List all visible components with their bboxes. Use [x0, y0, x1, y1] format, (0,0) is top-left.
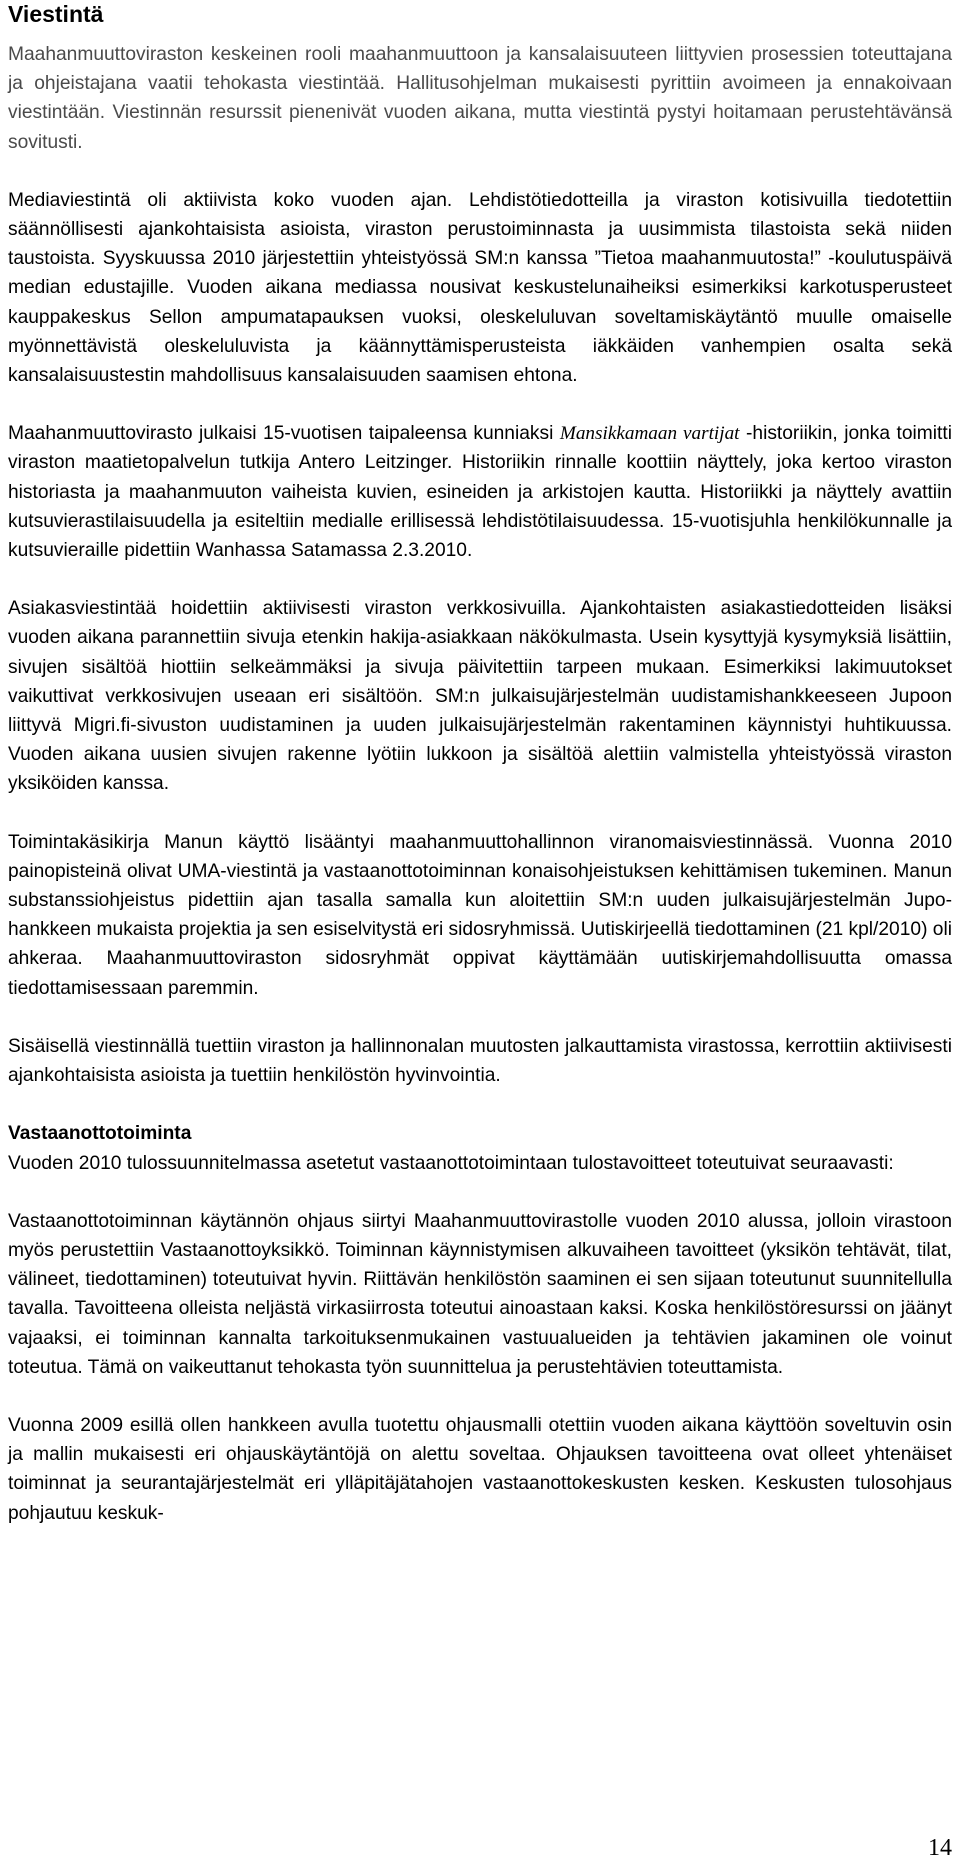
book-title: Mansikkamaan vartijat: [559, 423, 740, 445]
page-number: 14: [928, 1835, 952, 1861]
paragraph-2: Mediaviestintä oli aktiivista koko vuoden ajan. Lehdistötiedotteilla ja viraston kotisivuilla tiedotettiin säännöllisesti ajankohtaisista asioista, viraston perustoiminnasta ja uusimmista tilastoista sekä niiden taustoista. Syyskuussa 2010 järjestettiin yhteistyössä SM:n kanssa ”Tietoa maahanmuutosta!” -koulutuspäivä median edustajille. Vuoden aikana mediassa nousivat keskustelunaiheiksi esimerkiksi karkotusperusteet kauppakeskus Sellon ampumatapauksen vuoksi, oleskeluluvan soveltamiskäytäntö muulle omaiselle myönnettävistä oleskeluluvista ja käännyttämisperusteista iäkkäiden vanhempien osalta sekä kansalaisuustestin mahdollisuus kansalaisuuden saamisen ehtona.: [8, 189, 952, 387]
paragraph-6: Sisäisellä viestinnällä tuettiin viraston ja hallinnonalan muutosten jalkauttamista virastossa, kerrottiin aktiivisesti ajankohtaisista asioista ja tuettiin henkilöstön hyvinvointia.: [8, 1035, 952, 1087]
paragraph-4: Asiakasviestintää hoidettiin aktiivisesti viraston verkkosivuilla. Ajankohtaisten asiakastiedotteiden lisäksi vuoden aikana parannettiin sivuja etenkin hakija-asiakkaan näkökulmasta. Usein kysyttyjä kysymyksiä lisättiin, sivujen sisältöä hiottiin selkeämmäksi ja sivuja päivitettiin tarpeen mukaan. Esimerkiksi lakimuutokset vaikuttivat verkkosivujen useaan eri sisältöön. SM:n julkaisujärjestelmän uudistamishankkeeseen Jupoon liittyvä Migri.fi-sivuston uudistaminen ja uuden julkaisujärjestelmän rakentaminen käynnistyi huhtikuussa. Vuoden aikana uusien sivujen rakenne lyötiin lukkoon ja sisältöä alettiin valmistella yhteistyössä viraston yksiköiden kanssa.: [8, 598, 952, 795]
section-heading: Viestintä: [8, 1, 104, 27]
paragraph-9: Vuonna 2009 esillä ollen hankkeen avulla tuotettu ohjausmalli otettiin vuoden aikana käyttöön soveltuvin osin ja mallin mukaisesti eri ohjauskäytäntöjä on alettu soveltaa. Ohjauksen tavoitteena ovat olleet yhtenäiset toiminnat ja seurantajärjestelmät eri ylläpitäjätahojen vastaanottokeskusten kesken. Keskusten tulosohjaus pohjautuu keskuk-: [8, 1414, 952, 1524]
document-page: [8, 0, 952, 1528]
paragraph-5: Toimintakäsikirja Manun käyttö lisääntyi maahanmuuttohallinnon viranomaisviestinnässä. Vuonna 2010 painopisteinä olivat UMA-viestintä ja vastaanottotoiminnan konaisohjeistuksen kehittämisen tukeminen. Manun substanssiohjeistus pidettiin ajan tasalla samalla kun aloitettiin SM:n uuden julkaisujärjestelmän Jupo-hankkeen mukaista projektia ja sen esiselvitystä eri sidosryhmissä. Uutiskirjeellä tiedottaminen (21 kpl/2010) oli ahkeraa. Maahanmuuttoviraston sidosryhmät oppivat käyttämään uutiskirjemahdollisuutta omassa tiedottamisessaan paremmin.: [8, 831, 952, 999]
paragraph-8: Vastaanottotoiminnan käytännön ohjaus siirtyi Maahanmuuttovirastolle vuoden 2010 alussa, jolloin virastoon myös perustettiin Vastaanottoyksikkö. Toiminnan käynnistymisen alkuvaiheen tavoitteet (yksikön tehtävät, tilat, välineet, tiedottaminen) toteutuivat hyvin. Riittävän henkilöstön saaminen ei sen sijaan toteutunut suunnitellulla tavalla. Tavoitteena olleista neljästä virkasiirrosta toteutui ainoastaan kaksi. Koska henkilöstöresurssi on jäänyt vajaaksi, ei toiminnan kannalta tarkoituksenmukainen vastuualueiden ja tehtävien jakaminen ole voinut toteutua. Tämä on vaikeuttanut tehokasta työn suunnittelua ja perustehtävien toteuttamista.: [8, 1210, 952, 1378]
paragraph-3: [8, 419, 952, 565]
paragraph-3-start: Maahanmuuttovirasto julkaisi 15-vuotisen taipaleensa kunniaksi: [8, 423, 554, 445]
subsection-heading: Vastaanottotoiminta: [8, 1123, 192, 1145]
paragraph-7: Vuoden 2010 tulossuunnitelmassa asetetut vastaanottotoimintaan tulostavoitteet toteutuivat seuraavasti:: [8, 1152, 894, 1174]
paragraph-1: Maahanmuuttoviraston keskeinen rooli maahanmuuttoon ja kansalaisuuteen liittyvien prosessien toteuttajana ja ohjeistajana vaatii tehokasta viestintää. Hallitusohjelman mukaisesti pyrittiin avoimeen ja ennakoivaan viestintään. Viestinnän resurssit pienenivät vuoden aikana, mutta viestintä pystyi hoitamaan perustehtävänsä sovitusti.: [8, 44, 952, 153]
paragraph-3-rest: -historiikin, jonka toimitti viraston maatietopalvelun tutkija Antero Leitzinger. Historiikin rinnalle koottiin näyttely, joka kertoo viraston historiasta ja maahanmuuton vaiheista kuvien, esineiden ja arkistojen kautta. Historiikki ja näyttely avattiin kutsuvierastilaisuudella ja esiteltiin medialle erillisessä lehdistötilaisuudessa. 15-vuotisjuhla henkilökunnalle ja kutsuvieraille pidettiin Wanhassa Satamassa 2.3.2010.: [8, 423, 952, 562]
